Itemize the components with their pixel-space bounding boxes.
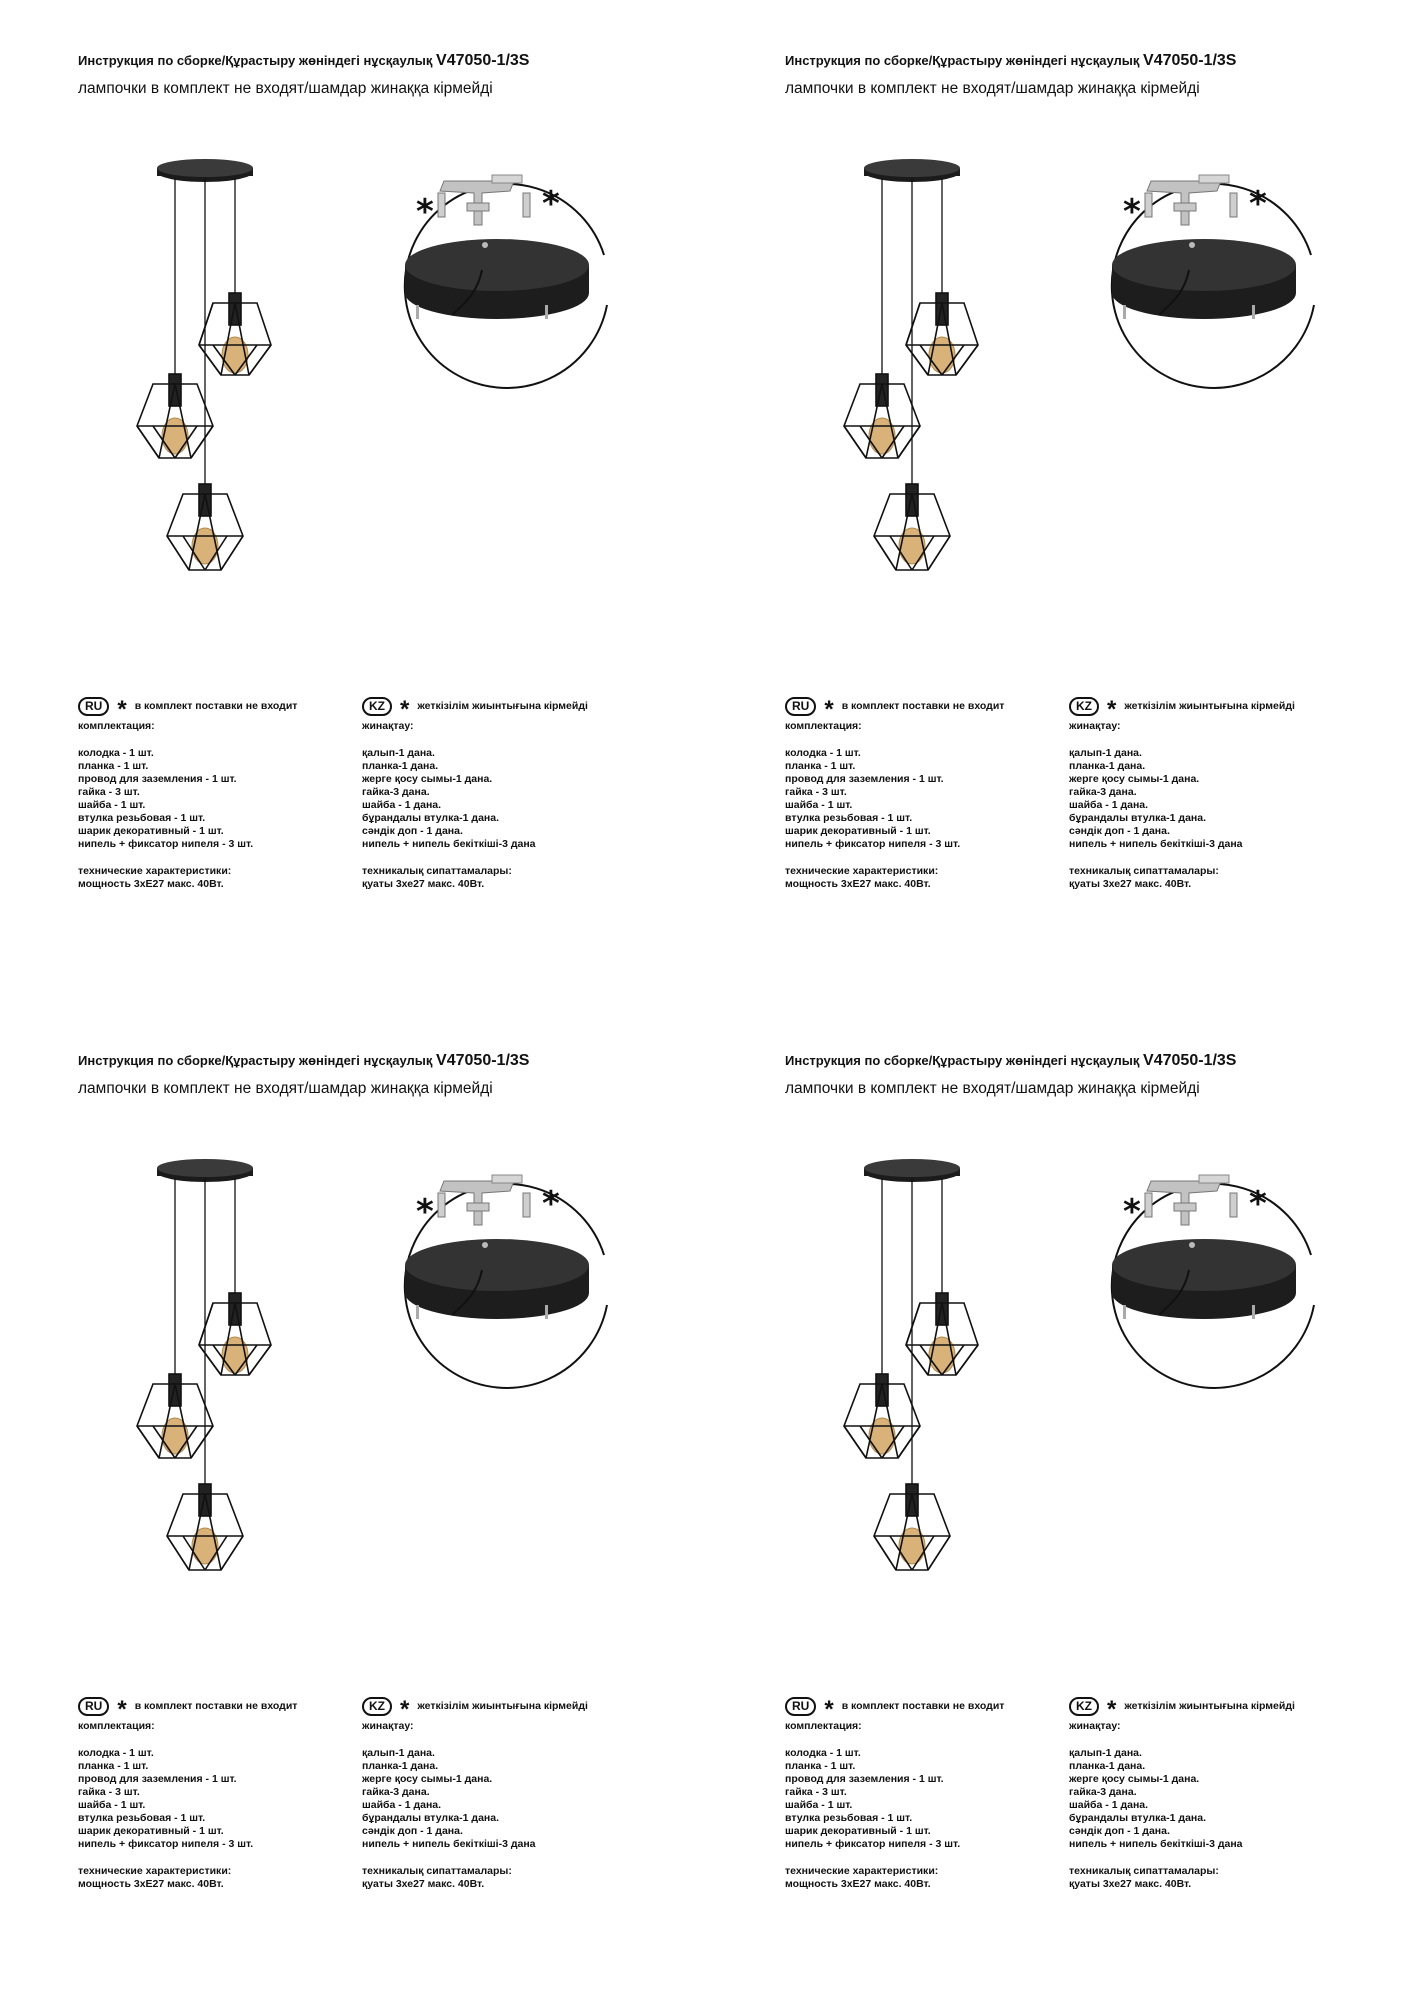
ru-language-badge: RU <box>785 697 816 716</box>
list-item: гайка - 3 шт. <box>785 786 847 798</box>
ru-kit-label: комплектация: <box>785 720 862 732</box>
model-number: V47050-1/3S <box>1143 1052 1237 1069</box>
list-item: гайка-3 дана. <box>1069 786 1137 798</box>
list-item: шайба - 1 дана. <box>362 799 442 811</box>
asterisk-icon: * <box>400 1696 410 1723</box>
list-item: қалып-1 дана. <box>1069 747 1142 759</box>
svg-text:*: * <box>542 184 560 224</box>
list-item: нипель + нипель бекіткіші-3 дана <box>1069 1838 1243 1850</box>
list-item: провод для заземления - 1 шт. <box>78 773 237 785</box>
kz-kit-label: жинақтау: <box>362 1720 414 1732</box>
instruction-panel <box>0 0 707 1000</box>
ru-language-badge: RU <box>785 1697 816 1716</box>
list-item: провод для заземления - 1 шт. <box>785 1773 944 1785</box>
ru-tech-label: технические характеристики: <box>785 865 939 877</box>
kz-kit-label: жинақтау: <box>1069 1720 1121 1732</box>
list-item: бұрандалы втулка-1 дана. <box>362 812 500 824</box>
list-item: шайба - 1 шт. <box>78 799 146 811</box>
kz-section <box>362 696 588 891</box>
list-item: шайба - 1 дана. <box>1069 1799 1149 1811</box>
list-item: сәндік доп - 1 дана. <box>1069 1825 1170 1837</box>
svg-text:*: * <box>1123 1192 1141 1232</box>
list-item: шайба - 1 дана. <box>1069 799 1149 811</box>
list-item: шайба - 1 шт. <box>785 799 853 811</box>
ru-not-included-note: в комплект поставки не входит <box>134 1699 298 1712</box>
list-item: втулка резьбовая - 1 шт. <box>78 812 206 824</box>
kz-kit-list <box>362 1747 588 1851</box>
list-item: колодка - 1 шт. <box>785 1747 861 1759</box>
list-item: гайка-3 дана. <box>362 1786 430 1798</box>
document-subtitle: лампочки в комплект не входят/шамдар жинаққа кірмейді <box>785 80 1200 97</box>
list-item: шайба - 1 шт. <box>78 1799 146 1811</box>
kz-section <box>362 1696 588 1891</box>
asterisk-icon: * <box>400 696 410 723</box>
kz-tech-label: техникалық сипаттамалары: <box>362 865 512 877</box>
list-item: нипель + фиксатор нипеля - 3 шт. <box>785 838 961 850</box>
list-item: нипель + фиксатор нипеля - 3 шт. <box>785 1838 961 1850</box>
list-item: қалып-1 дана. <box>1069 1747 1142 1759</box>
pendant-lamp-illustration <box>827 148 997 578</box>
kz-language-badge: KZ <box>362 1697 392 1716</box>
ru-kit-list <box>785 1747 1004 1851</box>
ru-section <box>78 696 297 891</box>
list-item: планка - 1 шт. <box>78 1760 149 1772</box>
list-item: бұрандалы втулка-1 дана. <box>1069 812 1207 824</box>
list-item: жерге қосу сымы-1 дана. <box>362 773 493 785</box>
ru-kit-list <box>785 747 1004 851</box>
list-item: планка-1 дана. <box>362 1760 439 1772</box>
ru-kit-list <box>78 1747 297 1851</box>
ru-kit-label: комплектация: <box>78 1720 155 1732</box>
document-title: Инструкция по сборке/Құрастыру жөніндегі нұсқаулық V47050-1/3S <box>785 1052 1237 1069</box>
mounting-detail-illustration <box>1089 1165 1329 1415</box>
ru-language-badge: RU <box>78 697 109 716</box>
asterisk-icon: * <box>824 1696 834 1723</box>
svg-text:*: * <box>416 1192 434 1232</box>
list-item: нипель + фиксатор нипеля - 3 шт. <box>78 838 254 850</box>
list-item: сәндік доп - 1 дана. <box>362 1825 463 1837</box>
kz-tech-value: қуаты 3хе27 макс. 40Вт. <box>1069 878 1192 890</box>
mounting-detail-illustration <box>1089 165 1329 415</box>
list-item: қалып-1 дана. <box>362 1747 435 1759</box>
kz-section <box>1069 696 1295 891</box>
list-item: колодка - 1 шт. <box>78 747 154 759</box>
ru-tech-value: мощность 3хЕ27 макс. 40Вт. <box>78 878 224 890</box>
kz-tech-value: қуаты 3хе27 макс. 40Вт. <box>362 1878 485 1890</box>
ru-section <box>78 1696 297 1891</box>
list-item: втулка резьбовая - 1 шт. <box>785 1812 913 1824</box>
list-item: бұрандалы втулка-1 дана. <box>1069 1812 1207 1824</box>
kz-tech-label: техникалық сипаттамалары: <box>1069 865 1219 877</box>
ru-tech-label: технические характеристики: <box>78 865 232 877</box>
list-item: нипель + фиксатор нипеля - 3 шт. <box>78 1838 254 1850</box>
list-item: планка - 1 шт. <box>785 1760 856 1772</box>
instruction-panel <box>707 1000 1414 2000</box>
ru-tech-label: технические характеристики: <box>785 1865 939 1877</box>
ru-tech-value: мощность 3хЕ27 макс. 40Вт. <box>785 878 931 890</box>
list-item: нипель + нипель бекіткіші-3 дана <box>362 838 536 850</box>
ru-tech-value: мощность 3хЕ27 макс. 40Вт. <box>78 1878 224 1890</box>
svg-text:*: * <box>1249 184 1267 224</box>
list-item: планка-1 дана. <box>1069 760 1146 772</box>
instruction-panel <box>0 1000 707 2000</box>
kz-kit-list <box>362 747 588 851</box>
kz-kit-list <box>1069 747 1295 851</box>
document-subtitle: лампочки в комплект не входят/шамдар жинаққа кірмейді <box>78 1080 493 1097</box>
mounting-detail-illustration <box>382 1165 622 1415</box>
ru-tech-label: технические характеристики: <box>78 1865 232 1877</box>
list-item: колодка - 1 шт. <box>78 1747 154 1759</box>
svg-text:*: * <box>416 192 434 232</box>
document-title: Инструкция по сборке/Құрастыру жөніндегі нұсқаулық V47050-1/3S <box>78 1052 530 1069</box>
kz-tech-value: қуаты 3хе27 макс. 40Вт. <box>362 878 485 890</box>
model-number: V47050-1/3S <box>436 52 530 69</box>
list-item: гайка - 3 шт. <box>78 786 140 798</box>
kz-tech-label: техникалық сипаттамалары: <box>362 1865 512 1877</box>
asterisk-icon: * <box>824 696 834 723</box>
pendant-lamp-illustration <box>120 1148 290 1578</box>
list-item: гайка - 3 шт. <box>78 1786 140 1798</box>
pendant-lamp-illustration <box>120 148 290 578</box>
list-item: шарик декоративный - 1 шт. <box>785 825 931 837</box>
kz-kit-label: жинақтау: <box>362 720 414 732</box>
document-title: Инструкция по сборке/Құрастыру жөніндегі нұсқаулық V47050-1/3S <box>785 52 1237 69</box>
list-item: гайка-3 дана. <box>362 786 430 798</box>
ru-kit-label: комплектация: <box>78 720 155 732</box>
kz-not-included-note: жеткізілім жиынтығына кірмейді <box>1124 699 1295 712</box>
list-item: бұрандалы втулка-1 дана. <box>362 1812 500 1824</box>
kz-not-included-note: жеткізілім жиынтығына кірмейді <box>417 1699 588 1712</box>
mounting-detail-illustration <box>382 165 622 415</box>
list-item: сәндік доп - 1 дана. <box>362 825 463 837</box>
ru-kit-list <box>78 747 297 851</box>
ru-section <box>785 696 1004 891</box>
ru-not-included-note: в комплект поставки не входит <box>841 1699 1005 1712</box>
list-item: планка - 1 шт. <box>785 760 856 772</box>
model-number: V47050-1/3S <box>436 1052 530 1069</box>
kz-not-included-note: жеткізілім жиынтығына кірмейді <box>1124 1699 1295 1712</box>
list-item: втулка резьбовая - 1 шт. <box>785 812 913 824</box>
list-item: жерге қосу сымы-1 дана. <box>1069 773 1200 785</box>
kz-kit-list <box>1069 1747 1295 1851</box>
svg-text:*: * <box>1123 192 1141 232</box>
list-item: сәндік доп - 1 дана. <box>1069 825 1170 837</box>
list-item: шарик декоративный - 1 шт. <box>78 825 224 837</box>
list-item: гайка - 3 шт. <box>785 1786 847 1798</box>
model-number: V47050-1/3S <box>1143 52 1237 69</box>
svg-text:*: * <box>1249 1184 1267 1224</box>
asterisk-icon: * <box>1107 696 1117 723</box>
kz-language-badge: KZ <box>362 697 392 716</box>
list-item: шайба - 1 шт. <box>785 1799 853 1811</box>
instruction-panel <box>707 0 1414 1000</box>
asterisk-icon: * <box>117 1696 127 1723</box>
kz-language-badge: KZ <box>1069 697 1099 716</box>
list-item: нипель + нипель бекіткіші-3 дана <box>362 1838 536 1850</box>
list-item: планка-1 дана. <box>1069 1760 1146 1772</box>
document-title: Инструкция по сборке/Құрастыру жөніндегі нұсқаулық V47050-1/3S <box>78 52 530 69</box>
list-item: колодка - 1 шт. <box>785 747 861 759</box>
kz-kit-label: жинақтау: <box>1069 720 1121 732</box>
ru-not-included-note: в комплект поставки не входит <box>134 699 298 712</box>
ru-not-included-note: в комплект поставки не входит <box>841 699 1005 712</box>
pendant-lamp-illustration <box>827 1148 997 1578</box>
ru-tech-value: мощность 3хЕ27 макс. 40Вт. <box>785 1878 931 1890</box>
list-item: провод для заземления - 1 шт. <box>78 1773 237 1785</box>
kz-tech-label: техникалық сипаттамалары: <box>1069 1865 1219 1877</box>
asterisk-icon: * <box>1107 1696 1117 1723</box>
list-item: втулка резьбовая - 1 шт. <box>78 1812 206 1824</box>
svg-text:*: * <box>542 1184 560 1224</box>
kz-section <box>1069 1696 1295 1891</box>
kz-language-badge: KZ <box>1069 1697 1099 1716</box>
document-subtitle: лампочки в комплект не входят/шамдар жинаққа кірмейді <box>785 1080 1200 1097</box>
ru-kit-label: комплектация: <box>785 1720 862 1732</box>
list-item: планка-1 дана. <box>362 760 439 772</box>
document-subtitle: лампочки в комплект не входят/шамдар жинаққа кірмейді <box>78 80 493 97</box>
list-item: шайба - 1 дана. <box>362 1799 442 1811</box>
kz-not-included-note: жеткізілім жиынтығына кірмейді <box>417 699 588 712</box>
kz-tech-value: қуаты 3хе27 макс. 40Вт. <box>1069 1878 1192 1890</box>
asterisk-icon: * <box>117 696 127 723</box>
list-item: планка - 1 шт. <box>78 760 149 772</box>
list-item: қалып-1 дана. <box>362 747 435 759</box>
list-item: шарик декоративный - 1 шт. <box>785 1825 931 1837</box>
list-item: жерге қосу сымы-1 дана. <box>1069 1773 1200 1785</box>
ru-language-badge: RU <box>78 1697 109 1716</box>
list-item: жерге қосу сымы-1 дана. <box>362 1773 493 1785</box>
list-item: нипель + нипель бекіткіші-3 дана <box>1069 838 1243 850</box>
list-item: гайка-3 дана. <box>1069 1786 1137 1798</box>
list-item: провод для заземления - 1 шт. <box>785 773 944 785</box>
list-item: шарик декоративный - 1 шт. <box>78 1825 224 1837</box>
ru-section <box>785 1696 1004 1891</box>
